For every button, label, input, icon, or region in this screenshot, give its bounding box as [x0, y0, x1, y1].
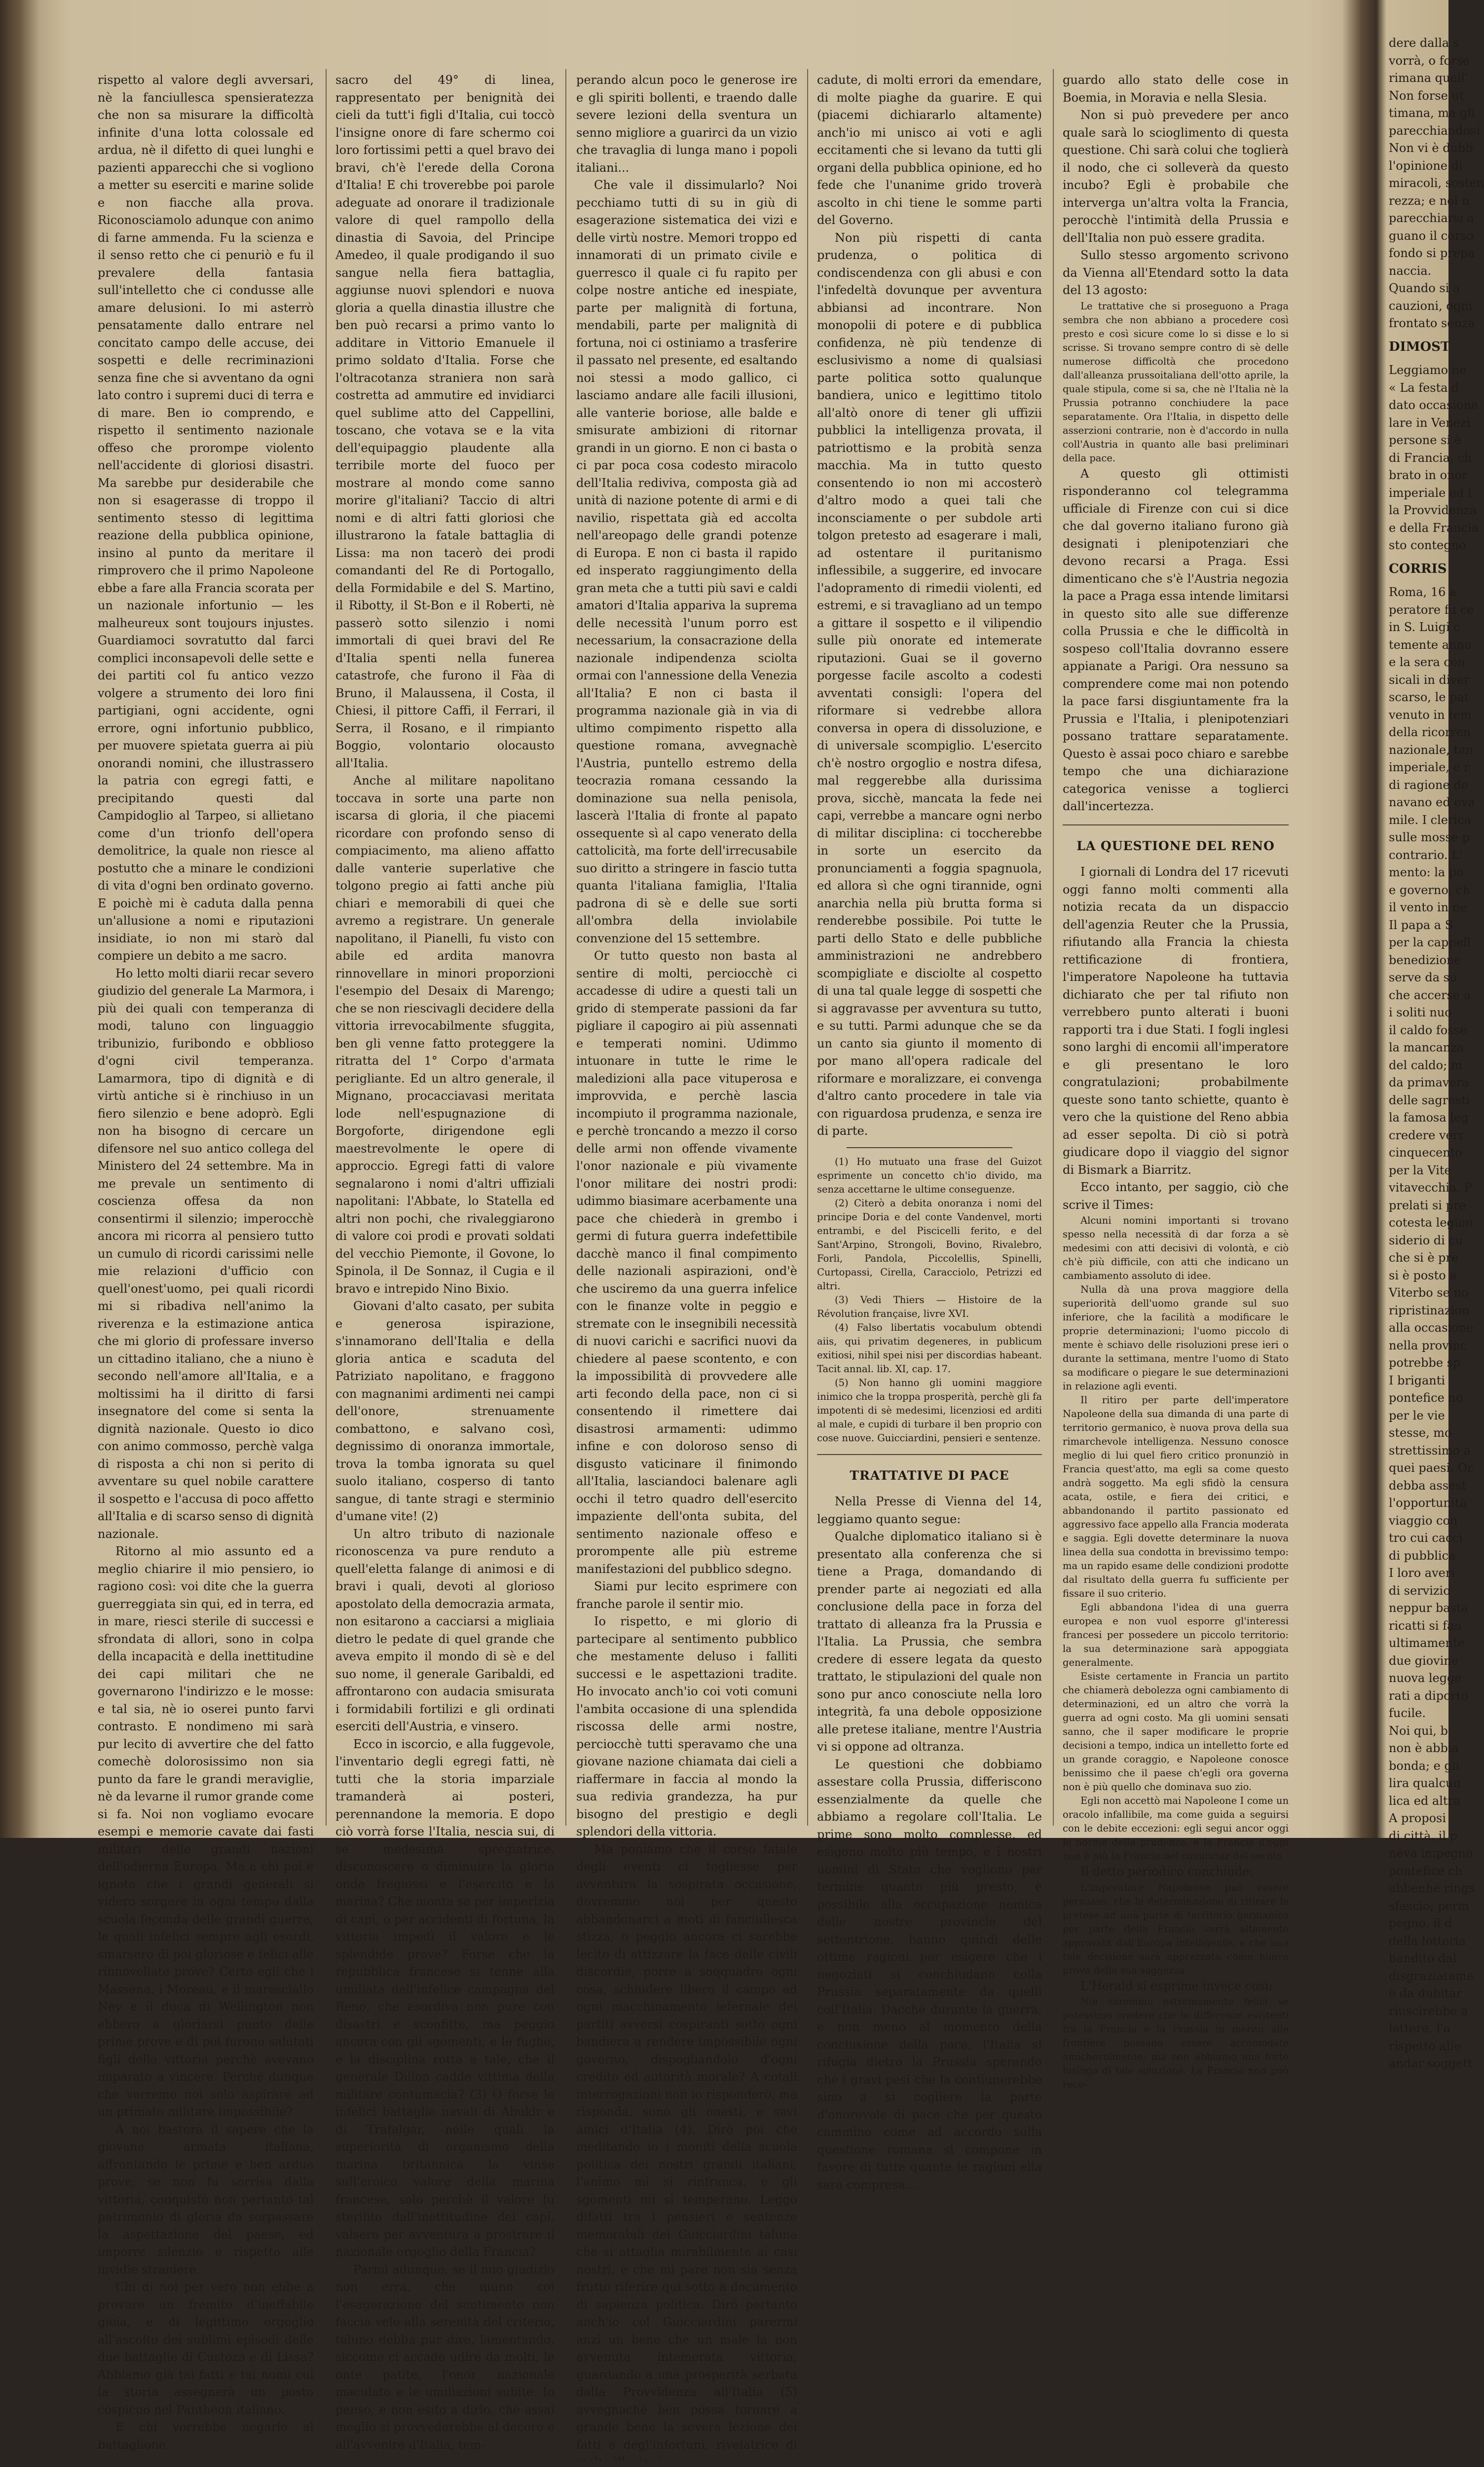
fragment-line: rispetto alle	[1389, 2038, 1448, 2056]
paragraph: Chi di noi per vero non ebbe a provare un fremito d'ineffabile gioia, e di legittimo orgoglio all'ascolto dei sublimi episodi delle due battaglie di Custoza e di Lissa? Abbiamo già tai fatti e tai nomi cui la storia assegnerà un posto cospicuo nel Pantheon italiano.	[98, 2279, 314, 2419]
fragment-line: lica ed altra	[1389, 1793, 1448, 1810]
paragraph: Le trattative che si proseguono a Praga sembra che non abbiano a procedere così presto e così sicure come lo si disse e lo si scrisse. Si trovano sempre contro di sè delle numerose difficoltà che procedono dall'alleanza prussoitaliana dell'otto aprile, la quale stipula, come si sa, che nè l'Italia nè la Prussia potranno conchiudere la pace separatamente. Ora l'Italia, in dispetto delle asserzioni contrarie, non è d'accordo in nulla coll'Austria in quanto alle basi preliminari della pace.	[1063, 299, 1289, 465]
paragraph: sacro del 49° di linea, rappresentato per benignità dei cieli da tutt'i figli d'Italia, cui toccò l'insigne onore di fare schermo coi loro fortissimi petti a quel bravo dei bravi, ch'è l'erede della Corona d'Italia! E chi troverebbe poi parole adeguate ad onorare il tradizionale valore di quel rampollo della dinastia di Savoia, del Principe Amedeo, il quale prodigando il suo sangue nella fiera battaglia, aggiunse nuovi splendori e nuova gloria a quella dinastia illustre che ben può recarsi a primo vanto lo additare in Vittorio Emanuele il primo soldato d'Italia. Forse che l'oltracotanza straniera non sarà costretta ad ammutire ed invidiarci quel sublime atto del Cappellini, toscano, che votava se e la vita dell'equipaggio plaudente alla terribile morte del fuoco per mostrare al mondo come sanno morire gl'italiani? Taccio di altri nomi e di altri fatti gloriosi che illustrarono la fatale battaglia di Lissa: ma non tacerò dei prodi comandanti del Re di Portogallo, della Formidabile e del S. Martino, il Ribotty, il St-Bon e il Roberti, nè passerò sotto silenzio i nomi immortali di quei bravi del Re d'Italia spenti nella funerea catastrofe, che furono il Fàa di Bruno, il Malaussena, il Costa, il Chiesi, il pittore Caffi, il Ferrari, il Serra, il Rosano, e il rimpianto Boggio, volontario olocausto all'Italia.	[335, 72, 555, 772]
fragment-line: stesse, mo	[1389, 1424, 1448, 1442]
fragment-line: imperiale ed i	[1389, 485, 1448, 502]
fragment-line: e la sera con	[1389, 654, 1448, 672]
fragment-line: che accerse a	[1389, 987, 1448, 1005]
fragment-line: lare in Venezi	[1389, 414, 1448, 432]
footnote: (3) Vedi Thiers — Histoire de la Révolution française, livre XVI.	[817, 1293, 1042, 1321]
fragment-line: sicali in diver	[1389, 672, 1448, 689]
paragraph: Che vale il dissimularlo? Noi pecchiamo tutti di su in giù di esagerazione sistematica dei vizi e delle virtù nostre. Memori troppo ed innamorati di un primato civile e guerresco il quale ci fu rapito per colpe nostre antiche ed inespiate, parte per malignità di fortuna, mendabili, parte per malignità di fortuna, noi ci ostiniamo a trasferire il passato nel presente, ed esaltando noi stessi a modo gallico, ci lasciamo andare alle facili illusioni, alle vanterie boriose, alle balde e smisurate ambizioni di ritornar grandi in un giorno. E non ci basta o ci par poca cosa codesto miracolo dell'Italia rediviva, composta già ad unità di nazione potente di armi e di navilio, rispettata già ed accolta nell'areopago delle grandi potenze di Europa. E non ci basta il rapido ed insperato raggiungimento della gran meta che a tutti più savi e caldi amatori d'Italia appariva la suprema delle necessità l'unum porro est necessarium, la consacrazione della nazionale indipendenza sciolta ormai con l'annessione della Venezia all'Italia? E non ci basta il programma nazionale già in via di ultimo compimento rispetto alla questione romana, avvegnachè l'Austria, puntello estremo della teocrazia romana cessando la dominazione sua nella penisola, lascerà l'Italia di fronte al papato ossequente sì al capo venerato della cattolicità, ma forte dell'irrecusabile suo diritto a stringere in fascio tutta quanta l'italiana famiglia, l'Italia padrona di sè e delle sue sorti all'ombra della inviolabile convenzione del 15 settembre.	[576, 177, 797, 947]
paragraph: Non si può prevedere per anco quale sarà lo scioglimento di questa questione. Chi sarà colui che toglierà il nodo, che ci solleverà da questo incubo? Egli è probabile che interverga un'altra volta la Francia, perocchè l'intimità della Prussia e dell'Italia non può essere gradita.	[1063, 107, 1289, 247]
paragraph: Ecco in iscorcio, e alla fuggevole, l'inventario degli egregi fatti, nè tutti che la storia imparziale tramanderà ai posteri, perennandone la memoria. E dopo ciò vorrà forse l'Italia, nescia sui, di se medesima spregiatrice, disconoscere o diminuire la gloria onde fregiossi e l'esercito e la marina? Che monta se per imperizia di capi, o per accidenti di fortuna, la vittoria impedì il valore e le splendide prove? Forse che la repubblica francese si tenne alla umiliata dell'infelice campagna del Reno, che esordiva non pure con disastri e sconfitte, ma peggio ancora con gli sgomenti, e le fughe, e la disciplina rotta a tale, che il generale Dillon cadde vittima della militare contumacia? (3) O forse le infelici battaglie navali di Abukir e di Trafalgar, nelle quali la superiorità di organismo della marina britannica la vinse sull'eroico valore della marina francese, solo perchè il valore fu sterilito dall'inettitudine dei capi, valsero per avventura a prostrare il nazionale orgoglio della Francia?	[335, 1736, 555, 2261]
fragment-line: naccia.	[1389, 262, 1448, 280]
fragment-line: Noi qui, b	[1389, 1722, 1448, 1740]
fragment-line: nella provinc	[1389, 1337, 1448, 1355]
fragment-line: delle sagresti	[1389, 1092, 1448, 1110]
fragment-line: riuscirebbe a	[1389, 2003, 1448, 2020]
fragment-line: andar soggett	[1389, 2055, 1448, 2073]
paragraph: Noi saremmo estremamente felici se potessimo credere che le differenze esistenti fra la Francia e la Prussia in merito alle frontiere possano essere accomodate amichevolmente; ma non abbiamo una forte lusinga di tale soluzione. La Francia non può rece-	[1063, 1995, 1289, 2092]
fragment-line: credere verr	[1389, 1127, 1448, 1145]
fragment-lines-top	[1389, 35, 1448, 333]
fragment-heading: CORRIS	[1389, 561, 1448, 578]
fragment-line: della lotteria	[1389, 1933, 1448, 1950]
paragraph: A questo gli ottimisti risponderanno col telegramma ufficiale di Firenze con cui si dice che dal governo italiano furono già designati i plenipotenziari che devono recarsi a Praga. Essi dimenticano che s'è l'Austria negozia la pace a Praga essa intende limitarsi in questo sito alle sue differenze colla Prussia e che le difficoltà in sospeso coll'Italia dovranno essere appianate a Parigi. Ora nessuno sa comprendere come mai non potendo la pace farsi disgiuntamente fra la Prussia e l'Italia, i plenipotenziari possano trattare separatamente. Questo è assai poco chiaro e sarebbe tempo che una dichiarazione categorica venisse a toglierci dall'incertezza.	[1063, 465, 1289, 816]
fragment-line: ricatti si fan	[1389, 1617, 1448, 1635]
fragment-line: viaggio con	[1389, 1512, 1448, 1530]
fragment-line: bonda; e gli	[1389, 1757, 1448, 1775]
paragraph: Siami pur lecito esprimere con franche parole il sentir mio.	[576, 1578, 797, 1613]
paragraph: Non più rispetti di canta prudenza, o politica di condiscendenza con gli abusi e con l'infedeltà dovunque per avventura abbiansi ad incontrare. Non monopolii di potere e di pubblica confidenza, nè più tendenze di esclusivismo a nome di qualsiasi parte politica sotto qualunque bandiera, unico e legittimo titolo all'altò onore di tener gli uffizii pubblici la intelligenza provata, il patriottismo e la probità senza macchia. Ma in tutto questo consentendo io non mi accosterò d'altro modo a quei tali che inconsciamente o per subdole arti tolgon pretesto ad esagerare i mali, ad ostentare il puritanismo inflessibile, a suggerire, ed invocare l'adopramento di rimedii violenti, ed estremi, e si travagliano ad un tempo a gittare il sospetto e il vilipendio sulle più onorate ed intemerate riputazioni. Guai se il governo porgesse facile ascolto a codesti avventati consigli: l'opera del riformare si vedrebbe allora conversa in opera di dissoluzione, e di universale scompiglio. L'esercito ch'è nostro orgoglio e nostra difesa, mal reggerebbe alla durissima prova, sicchè, mancata la fede nei capi, verrebbe a mancare ogni nerbo di militar disciplina: ci toccherebbe in sorte un esercito da pronunciamenti a foggia spagnuola, ed allora sì che ogni tirannide, ogni anarchia nella più brutta forma si renderebbe possibile. Poi tutte le parti dello Stato e delle pubbliche amministrazioni ne andrebbero scompigliate e disciolte al cospetto di una tal quale legge di sospetti che si aggravasse per avventura su tutto, e su tutti. Parmi adunque che se da un canto sia giunto il momento di por mano all'opera radicale del riformare e moralizzare, ei convenga d'altro canto procedere in tale via con riguardosa prudenza, e senza ire di parte.	[817, 229, 1042, 1140]
fragment-line: di Francia, ch	[1389, 449, 1448, 467]
fragment-line: e della Francia	[1389, 520, 1448, 537]
fragment-line: Quando si a	[1389, 280, 1448, 298]
paragraph: Un altro tributo di nazionale riconoscenza va pure renduto a quell'eletta falange di animosi e di bravi i quali, devoti al glorioso apostolato della democrazia armata, non esitarono a cacciarsi a migliaia dietro le pedate di quel grande che aveva empito il mondo di sè e del suo nome, il generale Garibaldi, ed affrontarono con audacia smisurata i formidabili fortilizi e gli ordinati eserciti dell'Austria, e vinsero.	[335, 1526, 555, 1736]
adjacent-page-fragment	[1389, 35, 1448, 1515]
section-heading-reno: LA QUESTIONE DEL RENO	[1063, 837, 1289, 855]
fragment-line: Non vi è dubb	[1389, 140, 1448, 157]
fragment-line: fondo si prepa	[1389, 245, 1448, 262]
fragment-line: strettissimo a	[1389, 1442, 1448, 1460]
fragment-line: bandito dal	[1389, 1950, 1448, 1968]
fragment-line: mile. I clerica	[1389, 812, 1448, 829]
fragment-line: neva impegno	[1389, 1845, 1448, 1863]
fragment-line: pegno, il d	[1389, 1915, 1448, 1933]
fragment-line: imperiale, e r	[1389, 759, 1448, 777]
section-heading-trattative: TRATTATIVE DI PACE	[817, 1467, 1042, 1485]
fragment-line: I loro averi	[1389, 1565, 1448, 1582]
fragment-line: brato in onor	[1389, 467, 1448, 485]
fragment-line: rati a diporto	[1389, 1687, 1448, 1705]
fragment-line: debba assest	[1389, 1477, 1448, 1495]
fragment-line: vitavecchia. P	[1389, 1179, 1448, 1197]
fragment-line: due giovine	[1389, 1652, 1448, 1670]
divider	[817, 1454, 1042, 1455]
footnote: (1) Ho mutuato una frase del Guizot esprimente un concetto ch'io divido, ma senza accettarne le ultime conseguenze.	[817, 1155, 1042, 1196]
paragraph: Alcuni nomini importanti si trovano spesso nella necessità di dar forza a sè medesimi con atti decisivi di volontà, e ciò ch'è più difficile, con atti che indicano un cambiamento assoluto di idee.	[1063, 1214, 1289, 1283]
fragment-line: pontefice no	[1389, 1389, 1448, 1407]
fragment-line: nuova legge	[1389, 1670, 1448, 1687]
fragment-line: timana, ma gli	[1389, 105, 1448, 122]
column-2	[335, 72, 555, 1828]
fragment-line: lettere, l'a	[1389, 2020, 1448, 2038]
fragment-line: ultimamente	[1389, 1635, 1448, 1652]
fragment-line: da primavera	[1389, 1074, 1448, 1092]
fragment-line: che si è pre	[1389, 1249, 1448, 1267]
paragraph: rispetto al valore degli avversari, nè la fanciullesca spensieratezza che non sa misurare la difficoltà infinite d'una lotta colossale ed ardua, nè il difetto di quei lunghi e pazienti apparecchi che si vogliono a metter su eserciti e marine solide e non fiacche alla prova. Riconosciamolo adunque con animo di farne ammenda. Fu la scienza e il senso retto che ci penuriò e fu il prevalere della fantasia sull'intelletto che ci condusse alle amare delusioni. Io mi asterrò pensatamente dallo entrare nel concitato campo delle accuse, dei sospetti e delle recriminazioni senza fine che si avventano da ogni lato contro i supremi duci di terra e di mare. Ben io comprendo, e rispetto il sentimento nazionale offeso che prorompe violento nell'accidente di gloriosi disastri. Ma sarebbe pur desiderabile che non si esagerasse di troppo il sentimento stesso di legittima reazione della pubblica opinione, insino al punto da meritare il rimprovero che il primo Napoleone ebbe a fare alla Francia scorata per un nazionale infortunio — les malheureux sont toujours injustes. Guardiamoci sovratutto dal farci complici inconsapevoli delle sette e dei partiti col fu antico vezzo volgere a strumento dei loro fini partigiani, ogni accidente, ogni errore, ogni infortunio pubblico, per muovere spietata guerra ai più onorandi nomini, che illustrassero la patria con egregi fatti, e precipitando questi dal Campidoglio al Tarpeo, si allietano come d'un trionfo dell'opera demolitrice, la quale non riesce al postutto che a minare le condizioni di vita d'ogni ben ordinato governo. E poichè mi è caduta dalla penna un'allusione a nomi e riputazioni insidiate, io non mi starò dal compiere un debito a me sacro.	[98, 72, 314, 965]
column-rule	[565, 69, 566, 1826]
paragraph: Giovani d'alto casato, per subita e generosa ispirazione, s'innamorano dell'Italia e della gloria antica e scaduta del Patriziato napolitano, e fraggono con magnanimi ardimenti nei campi dell'onore, strenuamente combattono, e salvano così, degnissimo di onoranza immortale, trova la tomba ignorata su quel suolo italiano, cosperso di tanto sangue, di tante stragi e sterminio d'umane vite! (2)	[335, 1298, 555, 1526]
fragment-line: pontefice ch	[1389, 1863, 1448, 1880]
footnote: (2) Citerò a debita onoranza i nomi del principe Doria e del conte Vandenvel, morti entrambi, e del Piscicelli ferito, e del Sant'Arpino, Strongoli, Bovino, Rivalebro, Forli, Pandola, Piccolellis, Spinelli, Curtopassi, Cirella, Caracciolo, Petrizzi ed altri.	[817, 1196, 1042, 1293]
fragment-line: sto contegno	[1389, 537, 1448, 555]
fragment-line: neppur basta	[1389, 1600, 1448, 1617]
fragment-line: disgraziatame	[1389, 1968, 1448, 1985]
fragment-line: scarso, le pat	[1389, 689, 1448, 707]
fragment-line: vorrà, o forse	[1389, 52, 1448, 70]
paragraph: Ritorno al mio assunto ed a meglio chiarire il mio pensiero, io ragiono così: voi dite che la guerra guerreggiata sin qui, ed in terra, ed in mare, riesci sterile di successi e sfrondata di allori, sono in colpa della incapacità e della inettitudine dei capi militari che ne governarono l'indirizzo e le mosse: e tal sia, nè io oserei punto farvi contrasto. E nondimeno mi sarà pur lecito di avvertire che del fatto comechè dolorosissimo non sia punto da fare le grandi meraviglie, nè da levarne il rumor grande come si fa. Noi non vogliamo evocare esempi e memorie cavate dai fasti militari delle grandi nazioni dell'odierna Europa. Ma a chi poi è ignoto che i grandi generali si videro sorgere in ogni tempo dalla scuola feconda delle grandi guerre, le quali infelici sempre agli esordi, smarsero di poi gloriose e felici alle rinnovellate prove? Certo egli che i Massena, i Moreau, e il maresciallo Ney e il duca di Wellington non ebbero a gloriarsi punto delle prime prove e di poi furono salutati figli della vittoria perchè avevano imparato a vincere. Perchè dunque che vorremo noi solo aspirare ad un primato militare impossibile?	[98, 1543, 314, 2121]
footnote: (4) Falso libertatis vocabulum obtendi aiis, qui privatim degeneres, in publicum exitiosi, nihil spei nisi per discordias habeant. Tacit annal. lib. XI, cap. 17.	[817, 1321, 1042, 1376]
paragraph: Nulla dà una prova maggiore della superiorità dell'uomo grande sul suo inferiore, che la facilità a modificare le proprie determinazioni; l'uomo piccolo di mente è schiavo delle risoluzioni prese ieri o durante la settimana, mentre l'uomo di Stato sa modificare o piegare le sue determinazioni in relazione agli eventi.	[1063, 1283, 1289, 1393]
fragment-line: guano il corso	[1389, 227, 1448, 245]
fragment-line: Roma, 16 a	[1389, 584, 1448, 601]
fragment-line: dere dalla s	[1389, 35, 1448, 52]
fragment-line: contrario. L'	[1389, 847, 1448, 864]
fragment-line: di ragione de	[1389, 777, 1448, 794]
fragment-line: Viterbo se no	[1389, 1284, 1448, 1302]
fragment-line: l'opportunità	[1389, 1495, 1448, 1512]
fragment-line: la Provvidenza	[1389, 502, 1448, 520]
column-5	[1063, 72, 1289, 1828]
paragraph: Io rispetto, e mi glorio di partecipare al sentimento pubblico che mestamente deluso i falliti successi e le aspettazioni tradite. Ho invocato anch'io coi voti comuni l'ambita occasione di una splendida riscossa delle armi nostre, perciocchè tutti speravamo che una giovane nazione chiamata dai cieli a riaffermare in faccia al mondo la sua redivia grandezza, ha pur bisogno del prestigio e degli splendori della vittoria.	[576, 1613, 797, 1841]
fragment-line: ripristinazion	[1389, 1302, 1448, 1320]
paragraph: Le questioni che dobbiamo assestare colla Prussia, differiscono essenzialmente da quelle che abbiamo a regolare coll'Italia. Le prime sono molto complesse, ed esigono molto più tempo, e i nostri uomini di Stato che vogliono per termine quanto più presto, è possibile alla occupazione nemica delle nostre provincie del settentrione, hanno quindi delle ottime ragioni per esigere che i negoziati si conchiudano colla Prussia separatamente da quelli coll'Italia. Dacchè durante la guerra, e non meno al momento della conclusione della pace, l'Italia si rifugia dietro la Prussia sperando che i gravi pesi che la contiunerebbe sino a si cogliere la parte d'onorevole di pace che per questo cammino come ad accordo sulla questione romana si compone in favore di tutte quante le ragioni ella sarà compresa...	[817, 1756, 1042, 2194]
fragment-line: e governo, ch	[1389, 882, 1448, 899]
fragment-line: quei paesi. Or	[1389, 1459, 1448, 1477]
paragraph: Ma poniamo che il corso fatale degli eventi ci togliesse per avventura la sospirata occasione, dovremmo noi per questo abbandonarci a moti di fanciullesca stizza, o peggio ancora ci sarebbe lecito di attizzare la face delle civili discordie, porre a soqquadro ogni cosa, schiudere libero il campo ad ogni macchinamento iefernale dei partiti avversi cospiranti sotto ogni bandiera a rendere impossibile ogni governo, dispogliandolo d'ogni credito ed autorità morale? A cotali interrogazioni non io risponderò, ma risponda, sono gli onesti, e savi amici d'Italia (4). Dirò poi che meditando io i moniti della scuola politica dei nostri grandi italiani, l'animo mi si rinfranca, e gli sgomenti mi si temperano. Leggo difatti tra i pensieri e sentenze memorabili del Guicciardini taluna che si attaglia mirabilmente ai casi nostri, e che mi pare non sia senza frutto riferire qui sotto a documento di sapienza politica. Dirò pertanto anch'io col Guicciardini parermi anzi un bene che un male la non avvenuta intemerata vittoria, guardando a una prosperità serbata dalla Provvidenza all'Italia (5) avvegnachè ben possa tornare a grande bene la severa lezione dei fatti e degl'infortuni, rivelatrice di	[576, 1841, 797, 2467]
fragment-line: del caldo; m	[1389, 1057, 1448, 1075]
column-rule	[326, 69, 327, 1826]
paragraph: L'imperatore Napoleone può essere persuaso, che la determinazione di ritirare le pretese ad una parte di territorio germanico per parte della Francia verrà altamente approvata dall'Europa intelligente, e che una tale decisione sarà apprezzata come nuova prova della sua saggezza.	[1063, 1881, 1289, 1978]
fragment-line: per la Vite	[1389, 1162, 1448, 1180]
fragment-line: dato occasione	[1389, 397, 1448, 414]
fragment-line: rezza; e noi n	[1389, 192, 1448, 210]
fragment-line: Il papa a S	[1389, 917, 1448, 934]
paragraph: Il ritiro per parte dell'imperatore Napoleone della sua dimanda di una parte di territorio germanico, è nuova prova della sua rimarchevole intelligenza. Nessuno conosce meglio di lui quel fiero critico pronunziò in Francia quest'atto, ma egli sa come questo andrà soggetto. Ma egli sfidò la censura acata, ostile, e fiera dei critici, e abbandonando il partito passionato ed aggressivo face appello alla Francia moderata e saggia. Egli dovette determinare la nuova linea della sua condotta in brevissimo tempo: ma un rapido esame delle condizioni prodotte dal risultato della guerra fu sufficiente per fissare il suo criterio.	[1063, 1393, 1289, 1601]
fragment-line: di servizio	[1389, 1582, 1448, 1600]
paragraph: Ecco intanto, per saggio, ciò che scrive il Times:	[1063, 1179, 1289, 1214]
paragraph: guardo allo stato delle cose in Boemia, in Moravia e nella Slesia.	[1063, 72, 1289, 107]
fragment-line: lira qualcun	[1389, 1775, 1448, 1793]
paragraph: I giornali di Londra del 17 ricevuti oggi fanno molti commenti alla notizia recata da un dispaccio dell'agenzia Reuter che la Prussia, rifiutando alla Francia la chiesta rettificazione di frontiera, l'imperatore Napoleone ha tuttavia dichiarato che per tal rifiuto non verrebbero punto alterati i buoni rapporti tra i due Stati. I fogli inglesi sono larghi di encomii all'imperatore e gli presentano le loro congratulazioni; probabilmente queste sono tanto schiette, quanto è vero che la quistione del Reno abbia ad esser sepolta. Di ciò si potrà giudicare dopo il viaggio del signor di Bismark a Biarritz.	[1063, 863, 1289, 1179]
fragment-line: Leggiamo ne	[1389, 362, 1448, 379]
column-1	[98, 72, 314, 1828]
fragment-line: abbenhè rings	[1389, 1880, 1448, 1898]
fragment-line: venuto in tem	[1389, 707, 1448, 724]
column-4	[817, 72, 1042, 1828]
fragment-line: miracoli, sosten	[1389, 175, 1448, 192]
fragment-line: cinquecento	[1389, 1144, 1448, 1162]
fragment-line: navano ed eva	[1389, 794, 1448, 812]
fragment-line: della ricorren	[1389, 724, 1448, 742]
fragment-line: Non forse ut	[1389, 87, 1448, 105]
paragraph: E chi vorrebbe negarlo al battaglione	[98, 2419, 314, 2454]
paragraph: Parmi adunque, se il mio giudizio non erra, che niuno coi l'esagerazione del sentimento non faccia velo alla serenità del criterio, taluno debba pur dire, lamentando, siccome ci accade udire da molti, le onte patite, l'onor nazionale maculato e le umiliazioni subite. Io penso, e non esito a dirlo, che assai meglio si provvederebbe al decoro e all'avvenire d'Italia, tem-	[335, 2261, 555, 2454]
fragment-line: di città, il p	[1389, 1828, 1448, 1845]
fragment-line: per le vie	[1389, 1407, 1448, 1425]
paragraph: A noi basterà il sapere che la giovane armata italiana, affrontando le prime e ben ardue prove, se non fu sorrisa dalla vittoria, conquistò non pertanto tal patrimonio di gloria da sorpassare la aspettazione del paese, ed imporre silenzio e rispetto alle invidie straniere.	[98, 2121, 314, 2279]
divider	[1063, 824, 1289, 825]
fragment-line: peratore fu ce	[1389, 601, 1448, 619]
fragment-line: nazionale, tan	[1389, 742, 1448, 759]
fragment-line: l'opinione di	[1389, 157, 1448, 175]
paragraph: Egli non accettò mai Napoleone I come un oracolo infallibile, ma come guida a seguirsi con le debite eccezioni: egli segui ancor oggi le norme della prudenza, e la Francia d'oggi non è più la Francia del cominciar del secolo.	[1063, 1794, 1289, 1863]
fragment-line: temente annu	[1389, 636, 1448, 654]
fragment-line: sulle mosse p	[1389, 829, 1448, 847]
fragment-line: fucile.	[1389, 1705, 1448, 1722]
paragraph: Sullo stesso argomento scrivono da Vienna all'Etendard sotto la data del 13 agosto:	[1063, 247, 1289, 299]
fragment-lines-mid	[1389, 362, 1448, 555]
paragraph: Esiste certamente in Francia un partito che chiamerà debolezza ogni cambiamento di determinazioni, ed un altro che vorrà la guerra ad ogni costo. Ma gli uomini sensati sanno, che il saper modificare le proprie decisioni a tempo, indica un intelletto forte ed un grande coraggio, e Napoleone conosce benissimo che il paese ch'egli ora governa non è più quello che dominava suo zio.	[1063, 1670, 1289, 1794]
paragraph: Ho letto molti diarii recar severo giudizio del generale La Marmora, i più dei quali con temperanza di modi, taluno con linguaggio tribunizio, furibondo e obblioso d'ogni civil temperanza. Lamarmora, tipo di dignità e di virtù antiche si è rinchiuso in un fiero silenzio e bene adoprò. Egli non ha bisogno di cercare un difensore nel suo antico collega del Ministero del 24 settembre. Ma in me prevale un sentimento di coscienza offesa da non consentirmi il silenzio; imperocchè ancora mi ricorra al pensiero tutto un cumulo di ricordi carissimi nelle mie relazioni d'ufficio con quell'onest'uomo, pei quali ricordi mi si ribadiva nell'animo la riverenza e la estimazione antica che mi glorio di professare inverso un cittadino italiano, che a niuno è secondo nell'amore all'Italia, e a moltissimi ha il diritto di farsi insegnatore del come si senta la dignità nazionale. Questo io dico con animo commosso, perchè valga di risposta a chi non si perito di avventare su quel nobile carattere il sospetto e l'accusa di poco affetto all'Italia e di scarso senso di dignità nazionale.	[98, 965, 314, 1543]
fragment-line: cotesta legion	[1389, 1214, 1448, 1232]
page-bottom-edge	[0, 2460, 1448, 2467]
fragment-line: I briganti	[1389, 1372, 1448, 1390]
paragraph: Anche al militare napolitano toccava in sorte una parte non iscarsa di gloria, il che piacemi ricordare con profondo senso di compiacimento, ma alieno affatto dalle vanterie superlative che tolgono pregio ai fatti anche più chiari e memorabili di quei che avremo a registrare. Un generale napolitano, il Pianelli, fu visto con abile ed ardita manovra rinnovellare in minori proporzioni l'esempio del Desaix di Marengo; che se non riescivagli decidere della vittoria irrevocabilmente sfuggita, ben gli venne fatto proteggere la ritratta del 1° Corpo d'armata perigliante. Ed un altro generale, il Mignano, procacciavasi meritata lode nell'espugnazione di Borgoforte, dirigendone egli maestrevolmente le opere di approccio. Egregi fatti di valore segnalarono i nomi d'altri uffiziali napolitani: l'Abbate, lo Statella ed altri non pochi, che rivaleggiarono di valore coi prodi e provati soldati del vecchio Piemonte, il Govone, lo Spinola, il De Sonnaz, il Cugia e il bravo e intrepido Nino Bixio.	[335, 772, 555, 1298]
fragment-line: tro cui cacci	[1389, 1530, 1448, 1547]
fragment-line: di pubblica	[1389, 1547, 1448, 1565]
fragment-line: parecchiarsi a	[1389, 210, 1448, 227]
fragment-line: la mancanza	[1389, 1039, 1448, 1057]
column-rule	[1053, 69, 1054, 1826]
paragraph: L'Herald si esprime invece così:	[1063, 1978, 1289, 1995]
paragraph: Nella Presse di Vienna del 14, leggiamo quanto segue:	[817, 1493, 1042, 1528]
fragment-line: benedizione	[1389, 952, 1448, 970]
fragment-line: in S. Luigi c	[1389, 619, 1448, 636]
fragment-line: mento: la po	[1389, 864, 1448, 882]
fragment-line: sfascio; perm	[1389, 1898, 1448, 1915]
fragment-line: la famosa leg	[1389, 1109, 1448, 1127]
column-3	[576, 72, 797, 1828]
paragraph: cadute, di molti errori da emendare, di molte piaghe da guarire. E qui (piacemi dichiararlo altamente) anch'io mi unisco ai voti e agli eccitamenti che si levano da tutti gli organi della pubblica opinione, ed ho fede che l'unanime grido troverà ascolto in chi tiene le somme parti del Governo.	[817, 72, 1042, 229]
fragment-line: siderio di cu	[1389, 1232, 1448, 1250]
fragment-line: prelati si pre	[1389, 1197, 1448, 1215]
paragraph: Egli abbandona l'idea di una guerra europea e non vuol esporre gl'interessi francesi per possedere un piccolo territorio: la sua determinazione sarà appoggiata generalmente.	[1063, 1601, 1289, 1670]
fragment-line: alla occasione	[1389, 1319, 1448, 1337]
fragment-line: per la cappell	[1389, 934, 1448, 952]
fragment-line: serve da su	[1389, 969, 1448, 987]
fragment-line: rimana quell'	[1389, 70, 1448, 87]
fragment-line: frontato senza	[1389, 315, 1448, 333]
paragraph: Or tutto questo non basta al sentire di molti, perciocchè ci accadesse di udire a questi tali un grido di stemperate passioni da far pigliare il capogiro ai più assennati e temperati nomini. Udimmo intuonare in tutte le rime le maledizioni alla pace vituperosa e improvvida, e perchè lascia incompiuto il programma nazionale, e perchè troncando a mezzo il corso delle armi non offende vivamente l'onor nazionale e più vivamente l'onor militare dei nostri prodi: udimmo biasimare acerbamente una pace che chiederà in grembo i germi di futura guerra indefettibile dacchè manco il final compimento delle nazionali aspirazioni, ond'è che usciremo da una guerra infelice con le finanze volte in peggio e stremate con le insegnibili necessità di nuovi carichi e sacrifici nuovi da chiedere al paese scontento, e con la impossibilità di provvedere alle arti fecondo della pace, non ci si consentendo il rimettere dai disastrosi armamenti: udimmo infine e con doloroso senso di disgusto vaticinare il finimondo all'Italia, lasciandoci balenare agli occhi il tetro quadro dell'esercito impaziente dell'onta subita, del sentimento nazionale offeso e prorompente alle più estreme manifestazioni del pubblico sdegno.	[576, 947, 797, 1578]
fragment-line: parecchiandosi	[1389, 122, 1448, 140]
paragraph: Qualche diplomatico italiano si è presentato alla conferenza che si tiene a Praga, domandando di prender parte ai negoziati ed alla conclusione della pace in forza del trattato di alleanza fra la Prussia e l'Italia. La Prussia, che sembra credere di essere legata da questo trattato, le stipulazioni del quale non sono pur anco conosciute nella loro integrità, fa una debole opposizione alle pretese italiane, mentre l'Austria vi si oppone ad oltranza.	[817, 1528, 1042, 1756]
footnote: (5) Non hanno gli uomini maggiore inimico che la troppa prosperità, perchè gli fa impotenti di sè medesimi, licenziosi ed arditi al male, e cupidi di turbare il ben proprio con cose nuove. Guicciardini, pensieri e sentenze.	[817, 1376, 1042, 1445]
fragment-lines-bottom	[1389, 584, 1448, 2073]
fragment-line: il caldo fosse	[1389, 1022, 1448, 1040]
paragraph: Il detto periodico conchiude:	[1063, 1863, 1289, 1881]
fragment-line: potrebbe sp	[1389, 1354, 1448, 1372]
fragment-line: e da dubitar	[1389, 1985, 1448, 2003]
fragment-line: non è abbia	[1389, 1740, 1448, 1757]
column-rule	[807, 69, 808, 1826]
fragment-line: il vento in ne	[1389, 899, 1448, 917]
fragment-line: si è posto a	[1389, 1267, 1448, 1285]
fragment-line: i soliti nuo	[1389, 1004, 1448, 1022]
paragraph: perando alcun poco le generose ire e gli spiriti bollenti, e traendo dalle severe lezioni della sventura un senno migliore a guarirci da un vizio che travaglia di lunga mano i popoli italiani...	[576, 72, 797, 177]
divider	[847, 1147, 1012, 1148]
fragment-line: persone si è	[1389, 432, 1448, 449]
fragment-line: « La festa d	[1389, 379, 1448, 397]
fragment-line: cauzioni, ogni	[1389, 298, 1448, 315]
fragment-line: A proposi	[1389, 1810, 1448, 1828]
fragment-heading: DIMOST	[1389, 338, 1448, 356]
